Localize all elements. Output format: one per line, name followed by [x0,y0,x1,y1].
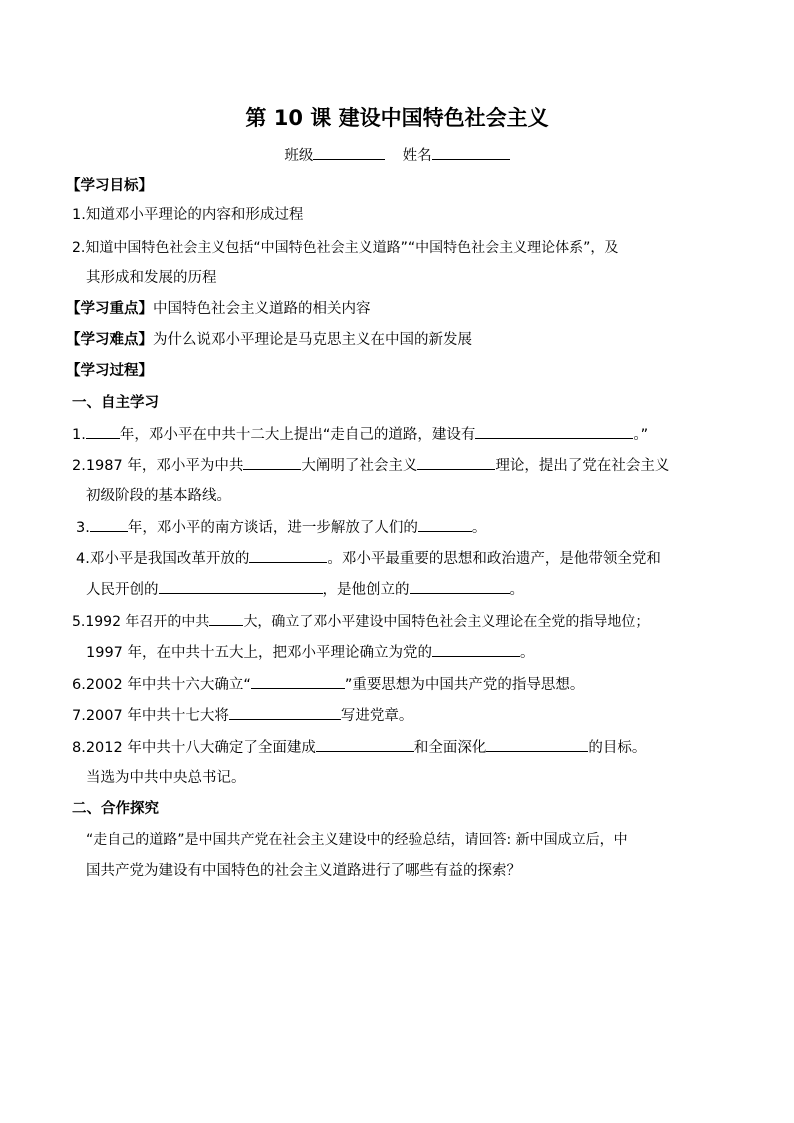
class-name-line [0,145,794,166]
name-label: 姓名 [402,148,432,164]
q4-end: 。 [509,582,524,598]
q4-text-a: 4.邓小平是我国改革开放的 [76,551,250,567]
q2-blank-2[interactable] [417,455,495,470]
section-1-heading: 一、自主学习 [72,395,159,411]
difficulty-heading: 【学习难点】 [66,332,153,348]
objectives-heading: 【学习目标】 [66,178,153,194]
q4-text-b: 。邓小平最重要的思想和政治遗产，是他带领全党和 [327,551,661,567]
question-1 [72,424,648,445]
q1-blank-2[interactable] [475,424,633,439]
q4-blank-1[interactable] [249,548,327,563]
q5-text-a: 5.1992 年召开的中共 [72,614,210,630]
q4-text-c: 人民开创的 [86,582,159,598]
q5-blank-2[interactable] [432,642,520,657]
q4-blank-2[interactable] [159,579,323,594]
question-8-line-2: 当选为中共中央总书记。 [86,770,246,786]
key-point-line [66,299,371,319]
q7-text-a: 7.2007 年中共十七大将 [72,708,229,724]
question-3 [76,517,486,538]
q1-blank-1[interactable] [86,424,120,439]
q8-text-c: 的目标。 [588,740,647,756]
q1-end: 。” [633,427,649,443]
q3-text: 年，邓小平的南方谈话，进一步解放了人们的 [127,520,418,536]
q4-blank-3[interactable] [410,579,510,594]
explore-question-line-1: “走自己的道路”是中国共产党在社会主义建设中的经验总结，请回答: 新中国成立后，中 [86,832,628,848]
class-blank[interactable] [313,145,385,160]
objective-2-line-1: 2.知道中国特色社会主义包括“中国特色社会主义道路”“中国特色社会主义理论体系”，及 [72,240,619,256]
question-7 [72,705,413,726]
q6-text-b: ”重要思想为中国共产党的指导思想。 [344,677,585,693]
q2-blank-1[interactable] [243,455,301,470]
question-8-line-1 [72,737,646,758]
q3-blank-1[interactable] [90,517,128,532]
objective-2-line-2: 其形成和发展的历程 [86,270,217,286]
question-5-line-1 [72,611,649,632]
question-5-line-2 [86,642,535,663]
q8-blank-1[interactable] [316,737,414,752]
question-2-line-2: 初级阶段的基本路线。 [86,488,231,504]
q3-blank-2[interactable] [418,517,472,532]
q7-blank-1[interactable] [229,705,341,720]
process-heading: 【学习过程】 [66,363,153,379]
q5-text-c: 1997 年，在中共十五大上，把邓小平理论确立为党的 [86,645,433,661]
q5-blank-1[interactable] [209,611,243,626]
explore-question-line-2: 国共产党为建设有中国特色的社会主义道路进行了哪些有益的探索？ [86,863,521,879]
q7-text-b: 写进党章。 [340,708,414,724]
q8-text-a: 8.2012 年中共十八大确定了全面建成 [72,740,316,756]
objective-1: 1.知道邓小平理论的内容和形成过程 [72,207,304,223]
question-4-line-2 [86,579,524,600]
q3-number: 3. [76,520,90,536]
question-4-line-1 [76,548,661,569]
difficulty-line [66,330,472,350]
key-point-text: 中国特色社会主义道路的相关内容 [153,301,371,317]
question-6 [72,674,584,695]
question-2-line-1 [72,455,669,476]
page-title: 第 10 课 建设中国特色社会主义 [245,106,549,130]
q6-text-a: 6.2002 年中共十六大确立“ [72,677,251,693]
q1-text: 年，邓小平在中共十二大上提出“走自己的道路，建设有 [119,427,476,443]
q5-end: 。 [520,645,535,661]
section-2-heading: 二、合作探究 [72,801,159,817]
class-label: 班级 [284,148,314,164]
key-point-heading: 【学习重点】 [66,301,153,317]
name-blank[interactable] [432,145,510,160]
q8-text-b: 和全面深化 [413,740,487,756]
q3-end: 。 [471,520,487,536]
q1-number: 1. [72,427,86,443]
q5-text-b: 大，确立了邓小平建设中国特色社会主义理论在全党的指导地位； [243,614,650,630]
q4-text-d: ，是他创立的 [322,582,410,598]
q6-blank-1[interactable] [251,674,345,689]
q2-text-a: 2.1987 年，邓小平为中共 [72,458,244,474]
q8-blank-2[interactable] [486,737,588,752]
q2-text-c: 理论，提出了党在社会主义 [495,458,670,474]
difficulty-text: 为什么说邓小平理论是马克思主义在中国的新发展 [153,332,472,348]
q2-text-b: 大阐明了社会主义 [301,458,418,474]
